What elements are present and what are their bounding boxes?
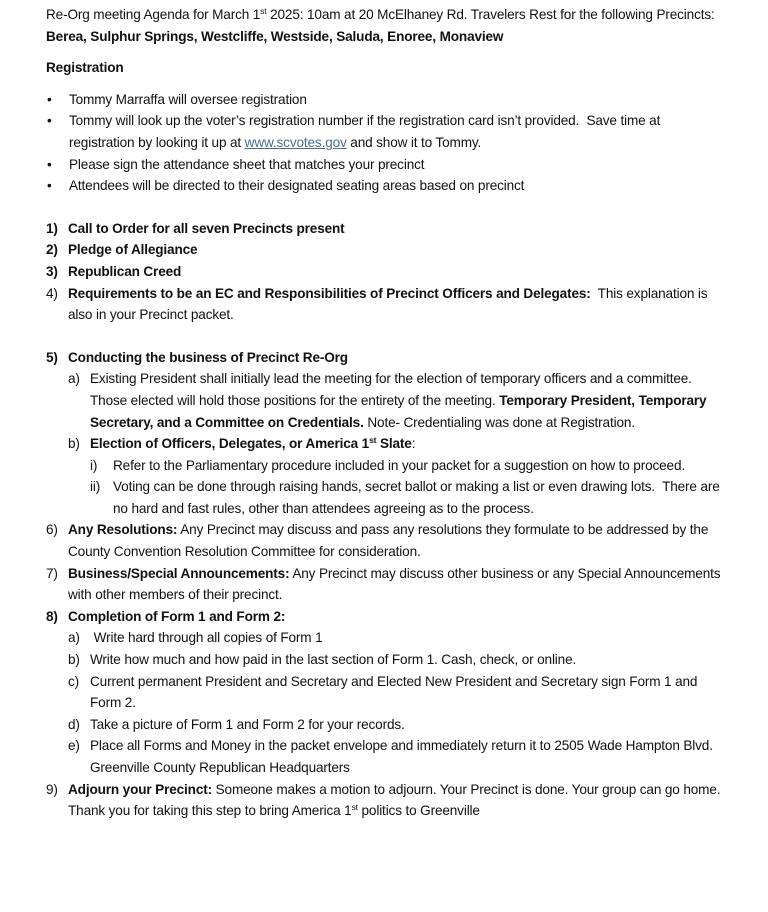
text-segment: Refer to the Parliamentary procedure included in your packet for a suggestion on how to proceed.	[113, 457, 685, 473]
text-segment: Write how much and how paid in the last section of Form 1. Cash, check, or online.	[90, 652, 577, 668]
bullet-text	[69, 89, 726, 111]
superscript: st	[351, 802, 358, 813]
superscript: st	[369, 435, 377, 446]
text-segment: Current permanent President and Secretary and Elected New President and Secretary sign Form 1 and Form 2.	[90, 673, 701, 711]
item-number: 1)	[46, 220, 58, 236]
text-segment: and show it to Tommy.	[346, 134, 482, 150]
bullet-icon: •	[47, 113, 52, 129]
text-segment: Write hard through all copies of Form 1	[90, 630, 323, 646]
agenda-item	[68, 368, 726, 433]
bullet-text	[69, 175, 726, 197]
registration-bullet	[46, 175, 726, 197]
bold-text: Slate	[376, 436, 412, 452]
agenda-item	[46, 519, 726, 562]
agenda-item	[46, 239, 726, 261]
text-segment: Attendees will be directed to their designated seating areas based on precinct	[69, 178, 525, 194]
agenda-item	[46, 563, 726, 606]
agenda-item	[90, 476, 726, 519]
registration-heading: Registration	[46, 60, 124, 76]
item-text	[90, 671, 726, 714]
agenda-item	[68, 671, 726, 714]
agenda-item	[46, 283, 726, 326]
bold-text: Conducting the business of Precinct Re-Org	[68, 349, 348, 365]
agenda-item	[46, 218, 726, 240]
bold-text: Requirements to be an EC and Responsibilities of Precinct Officers and Delegates:	[68, 285, 591, 301]
text-segment: Re-Org meeting Agenda for March 1	[46, 7, 261, 22]
agenda-item	[90, 455, 726, 477]
text-segment: Tommy Marraffa will oversee registration	[69, 91, 307, 107]
item-text	[90, 627, 726, 649]
item-text	[113, 476, 726, 519]
item-number: e)	[68, 738, 80, 754]
text-segment: Tommy will look up the voter’s registration number if the registration card isn’t provided. Save time at registration by looking it up at	[69, 113, 664, 150]
item-number: 3)	[46, 263, 58, 279]
text-segment: Any Precinct may discuss and pass any resolutions they formulate to be addressed by the County Convention Resolution Committee for consideration.	[68, 522, 712, 560]
item-number: b)	[68, 652, 80, 668]
bullet-text	[69, 154, 726, 176]
text-segment: Please sign the attendance sheet that matches your precinct	[69, 156, 425, 172]
item-number: ii)	[90, 479, 101, 495]
superscript: st	[260, 6, 267, 16]
item-text	[113, 455, 726, 477]
item-number: d)	[68, 716, 80, 732]
item-text	[68, 606, 726, 628]
bold-text: Pledge of Allegiance	[68, 242, 198, 258]
agenda-document	[46, 4, 726, 822]
registration-bullet	[46, 154, 726, 176]
text-segment: Voting can be done through raising hands, secret ballot or making a list or even drawing lots. There are no hard and fast rules, other than attendees agreeing as to the process.	[113, 479, 724, 516]
item-number: 2)	[46, 242, 58, 258]
registration-bullet	[46, 89, 726, 111]
text-segment: Take a picture of Form 1 and Form 2 for your records.	[90, 716, 405, 732]
item-text	[68, 779, 726, 822]
item-number: i)	[90, 457, 98, 473]
text-segment: Place all Forms and Money in the packet envelope and immediately return it to 2505 Wade Hampton Blvd. Greenville County Republican Headquarters	[90, 738, 721, 775]
item-number: 4)	[46, 285, 58, 301]
item-text	[90, 735, 726, 778]
agenda-item	[68, 433, 726, 455]
item-number: 7)	[46, 565, 58, 581]
text-segment: Someone makes a motion to adjourn. Your Precinct is done. Your group can go home. Thank you for taking this step to bring America 1	[68, 781, 728, 819]
item-text	[90, 368, 726, 433]
item-number: 8)	[46, 608, 58, 624]
bold-text: Republican Creed	[68, 263, 182, 279]
text-segment: This explanation is also in your Precinct packet.	[68, 285, 712, 323]
item-text	[90, 649, 726, 671]
text-segment: :	[411, 436, 416, 452]
bullet-icon: •	[47, 91, 52, 107]
text-segment: 2025: 10am at 20 McElhaney Rd. Travelers Rest for the following Precincts:	[266, 7, 719, 22]
agenda-list	[46, 218, 726, 822]
item-text	[68, 283, 726, 326]
item-text	[68, 261, 726, 283]
text-segment: Note- Credentialing was done at Registration.	[363, 414, 635, 430]
agenda-item	[46, 779, 726, 822]
agenda-item	[46, 606, 726, 628]
agenda-item	[68, 627, 726, 649]
bold-text: Any Resolutions:	[68, 522, 178, 538]
bold-text: Election of Officers, Delegates, or America 1	[90, 436, 370, 452]
item-number: a)	[68, 630, 80, 646]
agenda-item	[68, 714, 726, 736]
item-text	[68, 239, 726, 261]
agenda-item	[68, 735, 726, 778]
bullet-text	[69, 110, 726, 153]
item-number: 9)	[46, 781, 58, 797]
bold-text: Business/Special Announcements:	[68, 565, 290, 581]
item-number: 6)	[46, 522, 58, 538]
registration-bullet	[46, 110, 726, 153]
item-text	[68, 347, 726, 369]
bold-text: Call to Order for all seven Precincts present	[68, 220, 345, 236]
item-text	[68, 218, 726, 240]
bold-text: Temporary President, Temporary Secretary, and a Committee on Credentials.	[90, 392, 711, 430]
text-segment: Any Precinct may discuss other business or any Special Announcements with other members of their precinct.	[68, 565, 725, 603]
agenda-item	[46, 347, 726, 369]
bold-text: Berea, Sulphur Springs, Westcliffe, Westside, Saluda, Enoree, Monaview	[46, 28, 504, 44]
text-segment: Existing President shall initially lead the meeting for the election of temporary officers and a committee. Those elected will hold those positions for the entirety of the meeting.	[90, 371, 699, 408]
item-number: a)	[68, 371, 80, 387]
agenda-header	[46, 4, 726, 47]
bullet-icon: •	[47, 156, 52, 172]
item-text	[68, 519, 726, 562]
scvotes-link[interactable]: www.scvotes.gov	[244, 134, 347, 150]
item-text	[68, 563, 726, 606]
agenda-item	[68, 649, 726, 671]
registration-list	[46, 89, 726, 197]
bold-text: Adjourn your Precinct:	[68, 781, 212, 797]
item-text	[90, 433, 726, 455]
bold-text: Completion of Form 1 and Form 2:	[68, 608, 286, 624]
agenda-item	[46, 261, 726, 283]
item-text	[90, 714, 726, 736]
item-number: 5)	[46, 349, 58, 365]
text-segment: politics to Greenville	[357, 803, 480, 819]
item-number: c)	[68, 673, 80, 689]
bullet-icon: •	[47, 178, 52, 194]
item-number: b)	[68, 436, 80, 452]
